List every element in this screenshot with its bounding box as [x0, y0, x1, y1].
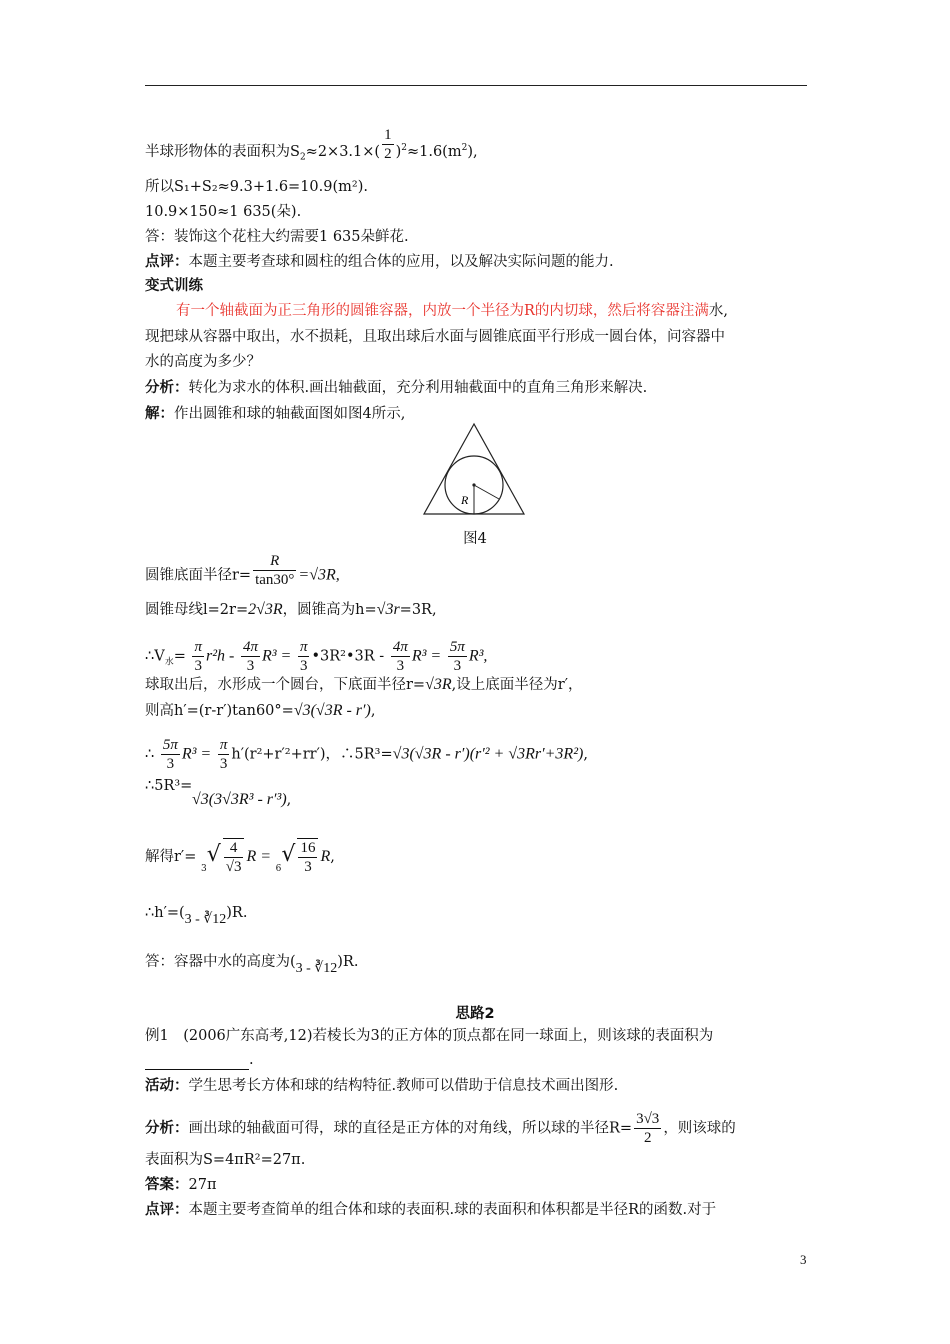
- center-point: [472, 483, 475, 486]
- root-sign: √: [206, 842, 221, 867]
- numerator: 4π: [392, 639, 408, 655]
- math: R: [320, 848, 331, 865]
- math: R³ =: [411, 647, 442, 665]
- text-line-surface-area: 表面积为S=4πR²=27π.: [145, 1152, 306, 1168]
- text: ∴5R³=: [145, 778, 193, 794]
- text-line-hemisphere: 半球形物体的表面积为$S_2\approx 2\times 3.1\times$( $\frac{1}{2}$ )$^2\approx 1.6(m^2)$,: [145, 127, 478, 163]
- math: 3 - ∛12: [184, 912, 227, 927]
- denominator: 3: [192, 656, 204, 675]
- text-line-frustum: [145, 675, 583, 695]
- numerator: 16: [300, 840, 316, 856]
- denominator: 3: [241, 656, 260, 675]
- header-rule: [145, 85, 807, 86]
- text: 本题主要考查球和圆柱的组合体的应用，以及解决实际问题的能力.: [188, 254, 614, 270]
- label: 分析：: [145, 1120, 189, 1137]
- math: =√3R,: [298, 566, 340, 584]
- root-index: 3: [200, 864, 207, 874]
- text-line-answer-2: [145, 1175, 216, 1195]
- equation-r-prime: [145, 838, 335, 879]
- numerator: 1: [384, 127, 392, 144]
- text: 学生思考长方体和球的结构特征.教师可以借助于信息技术画出图形.: [188, 1078, 619, 1094]
- text: 则高h′=(r-r′)tan60°=: [145, 703, 294, 719]
- numerator: π: [219, 737, 228, 753]
- fraction: [391, 638, 410, 675]
- text-line-analysis: [145, 378, 647, 398]
- text: =: [173, 648, 186, 665]
- math: 2√3R: [248, 601, 283, 618]
- radius-label: R: [461, 493, 469, 507]
- label: 活动：: [145, 1078, 189, 1094]
- math: r²h -: [206, 647, 235, 665]
- fraction: [192, 638, 204, 675]
- text-line-analysis-2: [145, 1110, 736, 1147]
- text: ≈2×3.1×(: [305, 143, 381, 160]
- text: 半球形物体的表面积为S: [145, 143, 300, 160]
- denominator: 3: [448, 656, 467, 675]
- fraction: [297, 838, 318, 876]
- equation-h-prime: [145, 903, 247, 930]
- figure-cone-sphere: [418, 420, 530, 520]
- text: 圆锥母线l=2r=: [145, 602, 249, 618]
- section-heading-variant: 变式训练: [145, 278, 203, 294]
- math: R³ =: [261, 647, 292, 665]
- denominator: 3: [391, 656, 410, 675]
- equation-simplified: [145, 776, 192, 796]
- fraction: [223, 838, 245, 876]
- text: )R.: [226, 905, 248, 921]
- text: ,: [286, 792, 292, 808]
- math: R =: [246, 848, 272, 865]
- equation-slant-height: [145, 600, 437, 620]
- equation-height: [145, 701, 375, 721]
- numerator: π: [299, 639, 308, 655]
- page-number: 3: [800, 1252, 807, 1267]
- numerator: 4: [229, 840, 238, 856]
- text-line-problem: [176, 301, 728, 321]
- denominator: 3: [218, 754, 230, 773]
- math: 3 - ∛12: [295, 961, 338, 976]
- numerator: R: [270, 553, 280, 569]
- label: 分析：: [145, 380, 189, 396]
- text-line-count: 10.9×150≈1 635(朵).: [145, 204, 302, 220]
- denominator: 3: [298, 857, 317, 876]
- math: √3R: [425, 676, 452, 693]
- denominator: 3: [298, 656, 310, 675]
- denominator: 2: [634, 1128, 661, 1147]
- text: ∴V: [145, 648, 165, 665]
- root-sign: √: [281, 842, 296, 867]
- label: 点评：: [145, 254, 189, 270]
- fraction: [634, 1110, 661, 1147]
- text: 圆锥底面半径r=: [145, 567, 252, 584]
- text: ,设上底面半径为r′，: [451, 677, 583, 693]
- text: ): [395, 143, 402, 160]
- math: √3(√3R - r′)(r′² + √3Rr′+3R²): [392, 745, 584, 763]
- text-line-sum: 所以S₁+S₂≈9.3+1.6=10.9(m²).: [145, 179, 368, 195]
- radius-line: [474, 485, 499, 499]
- text-line-answer: 答：装饰这个花柱大约需要1 635朵鲜花.: [145, 229, 409, 245]
- text: 解得r′=: [145, 849, 197, 865]
- equation-base-radius: [145, 553, 340, 589]
- math: √3(√3R - r′): [293, 702, 371, 719]
- equation-simplified-body: [192, 790, 291, 810]
- text: .: [249, 1052, 254, 1068]
- text: 球取出后，水形成一个圆台，下底面半径r=: [145, 677, 426, 693]
- subscript: 水: [164, 657, 174, 668]
- numerator: 3√3: [636, 1111, 660, 1127]
- text: ，则该球的: [663, 1120, 736, 1137]
- denominator: √3: [225, 859, 242, 875]
- figure-caption: 图4: [463, 531, 487, 547]
- math: √3(3√3R³ - r′³): [192, 791, 287, 808]
- root-index: 6: [275, 864, 282, 874]
- denominator: 3: [161, 754, 180, 773]
- text: ),: [467, 143, 478, 160]
- highlighted-text: 有一个轴截面为正三角形的圆锥容器，内放一个半径为R的内切球，然后将容器注满: [176, 303, 709, 319]
- fraction: [382, 126, 394, 163]
- numerator: π: [194, 639, 202, 655]
- text: 27π: [188, 1177, 217, 1193]
- label: 答案：: [145, 1177, 189, 1193]
- text: ，圆锥高为h=: [282, 602, 377, 618]
- math: R³,: [468, 647, 488, 665]
- denominator: 2: [384, 146, 392, 163]
- text-line-example-1: 例1 (2006广东高考,12)若棱长为3的正方体的顶点都在同一球面上，则该球的表面积为: [145, 1028, 714, 1044]
- text: )R.: [337, 954, 359, 970]
- text: ,: [370, 703, 376, 719]
- numerator: 5π: [449, 639, 465, 655]
- text: 水,: [708, 303, 729, 319]
- numerator: 5π: [162, 737, 178, 753]
- math: R³ =: [181, 745, 212, 763]
- text: ,: [583, 746, 588, 763]
- equation-water-volume: [145, 638, 487, 675]
- text-line-activity: [145, 1076, 618, 1096]
- fraction: [448, 638, 467, 675]
- text: =3R,: [399, 602, 437, 618]
- text: 答：容器中水的高度为(: [145, 954, 296, 970]
- section-heading-approach-2: 思路2: [455, 1006, 495, 1022]
- text: 本题主要考查简单的组合体和球的表面积.球的表面积和体积都是半径R的函数.对于: [188, 1202, 717, 1218]
- text: h′(r²+r′²+rr′)，∴5R³=: [231, 746, 393, 763]
- fraction: [241, 638, 260, 675]
- text: ∴: [145, 746, 155, 763]
- fraction: [161, 736, 180, 773]
- numerator: 4π: [242, 639, 258, 655]
- text-line-final-answer: [145, 952, 358, 979]
- text-line-solution: [145, 404, 405, 424]
- text: ≈1.6(m: [406, 143, 462, 160]
- equation-volume-equality: [145, 736, 588, 773]
- label: 点评：: [145, 1202, 189, 1218]
- text-line-blank: [145, 1050, 254, 1070]
- text: •3R²•3R -: [311, 648, 385, 665]
- text: ,: [330, 849, 335, 865]
- fraction: [218, 736, 230, 773]
- text-line-review: [145, 252, 614, 272]
- text: 转化为求水的体积.画出轴截面，充分利用轴截面中的直角三角形来解决.: [188, 380, 648, 396]
- text: 作出圆锥和球的轴截面图如图4所示,: [174, 406, 406, 422]
- fraction: [298, 638, 310, 675]
- math: √3r: [376, 601, 400, 618]
- text-line-review-2: [145, 1200, 716, 1220]
- label: 解：: [145, 406, 174, 422]
- text: ∴h′=(: [145, 905, 185, 921]
- text-line-problem-2: 现把球从容器中取出，水不损耗，且取出球后水面与圆锥底面平行形成一圆台体，问容器中: [145, 329, 725, 345]
- answer-blank: [145, 1055, 249, 1070]
- denominator: tan30°: [255, 572, 295, 588]
- fraction: [253, 552, 296, 589]
- text-line-problem-3: 水的高度为多少？: [145, 354, 261, 370]
- text: 画出球的轴截面可得，球的直径是正方体的对角线，所以球的半径R=: [188, 1120, 633, 1137]
